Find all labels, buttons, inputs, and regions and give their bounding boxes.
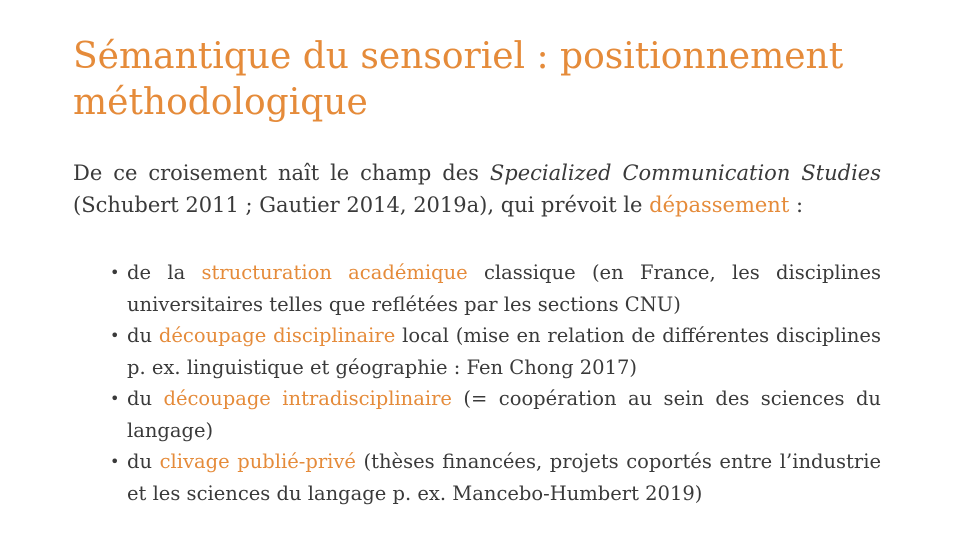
list-item-pre: de la: [127, 261, 202, 284]
list-item-post: (thèses financées, projets coportés entre l’industrie et les sciences du langage p. ex. Mancebo-Humbert 2019): [127, 450, 881, 505]
list-item: [110, 446, 881, 509]
list-item: [110, 320, 881, 383]
list-item-highlight: découpage disciplinaire: [158, 324, 396, 347]
intro-text-end: :: [789, 193, 804, 217]
bullet-icon: •: [110, 452, 120, 471]
list-item: [110, 383, 881, 446]
intro-text-after: (Schubert 2011 ; Gautier 2014, 2019a), qui prévoit le: [73, 193, 650, 217]
list-item-highlight: clivage publié-privé: [159, 450, 356, 473]
list-item-pre: du: [127, 387, 164, 410]
intro-text-before: De ce croisement naît le champ des: [73, 161, 490, 185]
list-item-post: local (mise en relation de différentes disciplines p. ex. linguistique et géographie : Fen Chong 2017): [127, 324, 881, 379]
bullet-icon: •: [110, 263, 120, 282]
list-item-highlight: découpage intradisciplinaire: [163, 387, 452, 410]
list-item-pre: du: [127, 450, 160, 473]
intro-italic-term: Specialized Communication Studies: [489, 161, 881, 185]
intro-paragraph: [73, 157, 881, 221]
list-item-pre: du: [127, 324, 159, 347]
list-item-post: (= coopération au sein des sciences du langage): [127, 387, 881, 442]
bullet-icon: •: [110, 389, 120, 408]
slide-title: Sémantique du sensoriel : positionnement méthodologique: [73, 36, 844, 123]
bullet-list: [110, 257, 881, 509]
list-item: [110, 257, 881, 320]
intro-highlight: dépassement: [649, 193, 790, 217]
list-item-highlight: structuration académique: [201, 261, 468, 284]
bullet-icon: •: [110, 326, 120, 345]
list-item-post: classique (en France, les disciplines universitaires telles que reflétées par les sections CNU): [127, 261, 881, 316]
